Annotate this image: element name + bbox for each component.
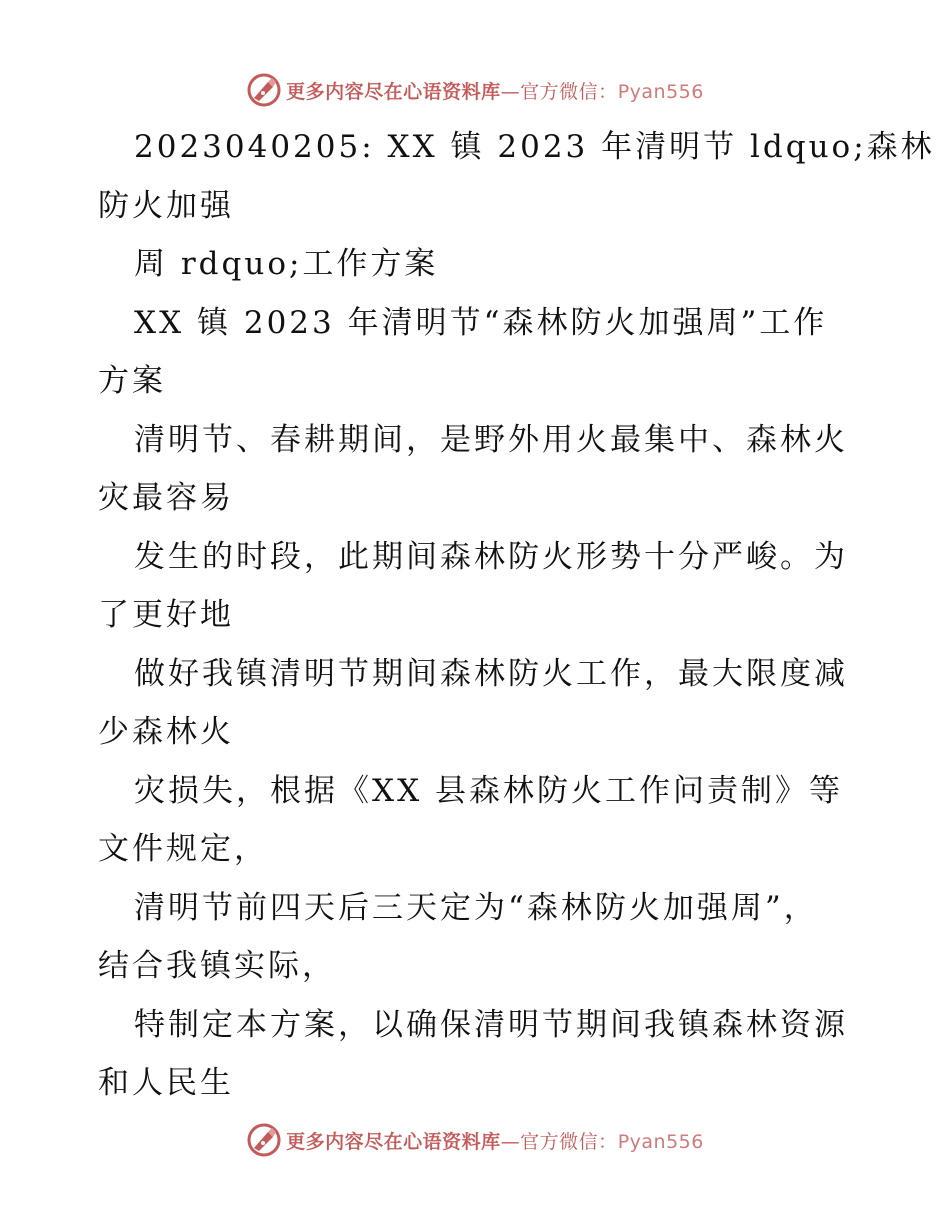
watermark-separator: —官方微信：	[500, 1130, 618, 1153]
pen-nib-logo-icon	[246, 1122, 282, 1158]
paragraph	[98, 118, 935, 235]
paragraph	[98, 996, 858, 1113]
watermark-main: 更多内容尽在心语资料库	[286, 1130, 501, 1153]
watermark-main: 更多内容尽在心语资料库	[286, 80, 501, 103]
paragraph	[98, 762, 858, 879]
paragraph	[98, 411, 858, 528]
paragraph-line-continued: 文件规定，	[98, 831, 268, 867]
paragraph	[98, 879, 858, 996]
paragraph-line: 清明节前四天后三天定为“森林防火加强周”，	[134, 889, 818, 926]
paragraph-line-continued: 了更好地	[98, 597, 234, 633]
paragraph	[98, 645, 858, 762]
paragraph-line-continued: 和人民生	[98, 1065, 234, 1101]
paragraph-line-continued: 防火加强	[98, 187, 234, 224]
document-body	[98, 118, 935, 1113]
paragraph-line-continued: 方案	[98, 363, 166, 399]
paragraph-line: 发生的时段，此期间森林防火形势十分严峻。为	[134, 538, 848, 575]
footer-watermark	[0, 1120, 950, 1160]
paragraph-line: XX 镇 2023 年清明节“森林防火加强周”工作	[134, 304, 828, 341]
watermark-text	[286, 1127, 704, 1154]
paragraph-line: 清明节、春耕期间，是野外用火最集中、森林火	[134, 421, 848, 458]
watermark-text	[286, 77, 704, 104]
paragraph	[98, 528, 858, 645]
header-watermark	[0, 70, 950, 110]
paragraph	[98, 235, 858, 294]
paragraph-line: 2023040205: XX 镇 2023 年清明节 ldquo;森林	[134, 129, 935, 165]
pen-nib-logo-icon	[246, 72, 282, 108]
paragraph-line: 做好我镇清明节期间森林防火工作，最大限度减	[134, 655, 848, 692]
watermark-wechat-id: Pyan556	[617, 1130, 704, 1153]
watermark-separator: —官方微信：	[500, 80, 618, 103]
watermark-wechat-id: Pyan556	[617, 80, 704, 103]
paragraph-line-continued: 结合我镇实际，	[98, 948, 336, 984]
paragraph	[98, 294, 858, 411]
paragraph-line-continued: 少森林火	[98, 714, 234, 750]
paragraph-line-continued: 灾最容易	[98, 480, 234, 516]
paragraph-line: 灾损失，根据《XX 县森林防火工作问责制》等	[134, 772, 843, 809]
paragraph-line: 周 rdquo;工作方案	[134, 246, 439, 282]
paragraph-line: 特制定本方案，以确保清明节期间我镇森林资源	[134, 1006, 848, 1043]
